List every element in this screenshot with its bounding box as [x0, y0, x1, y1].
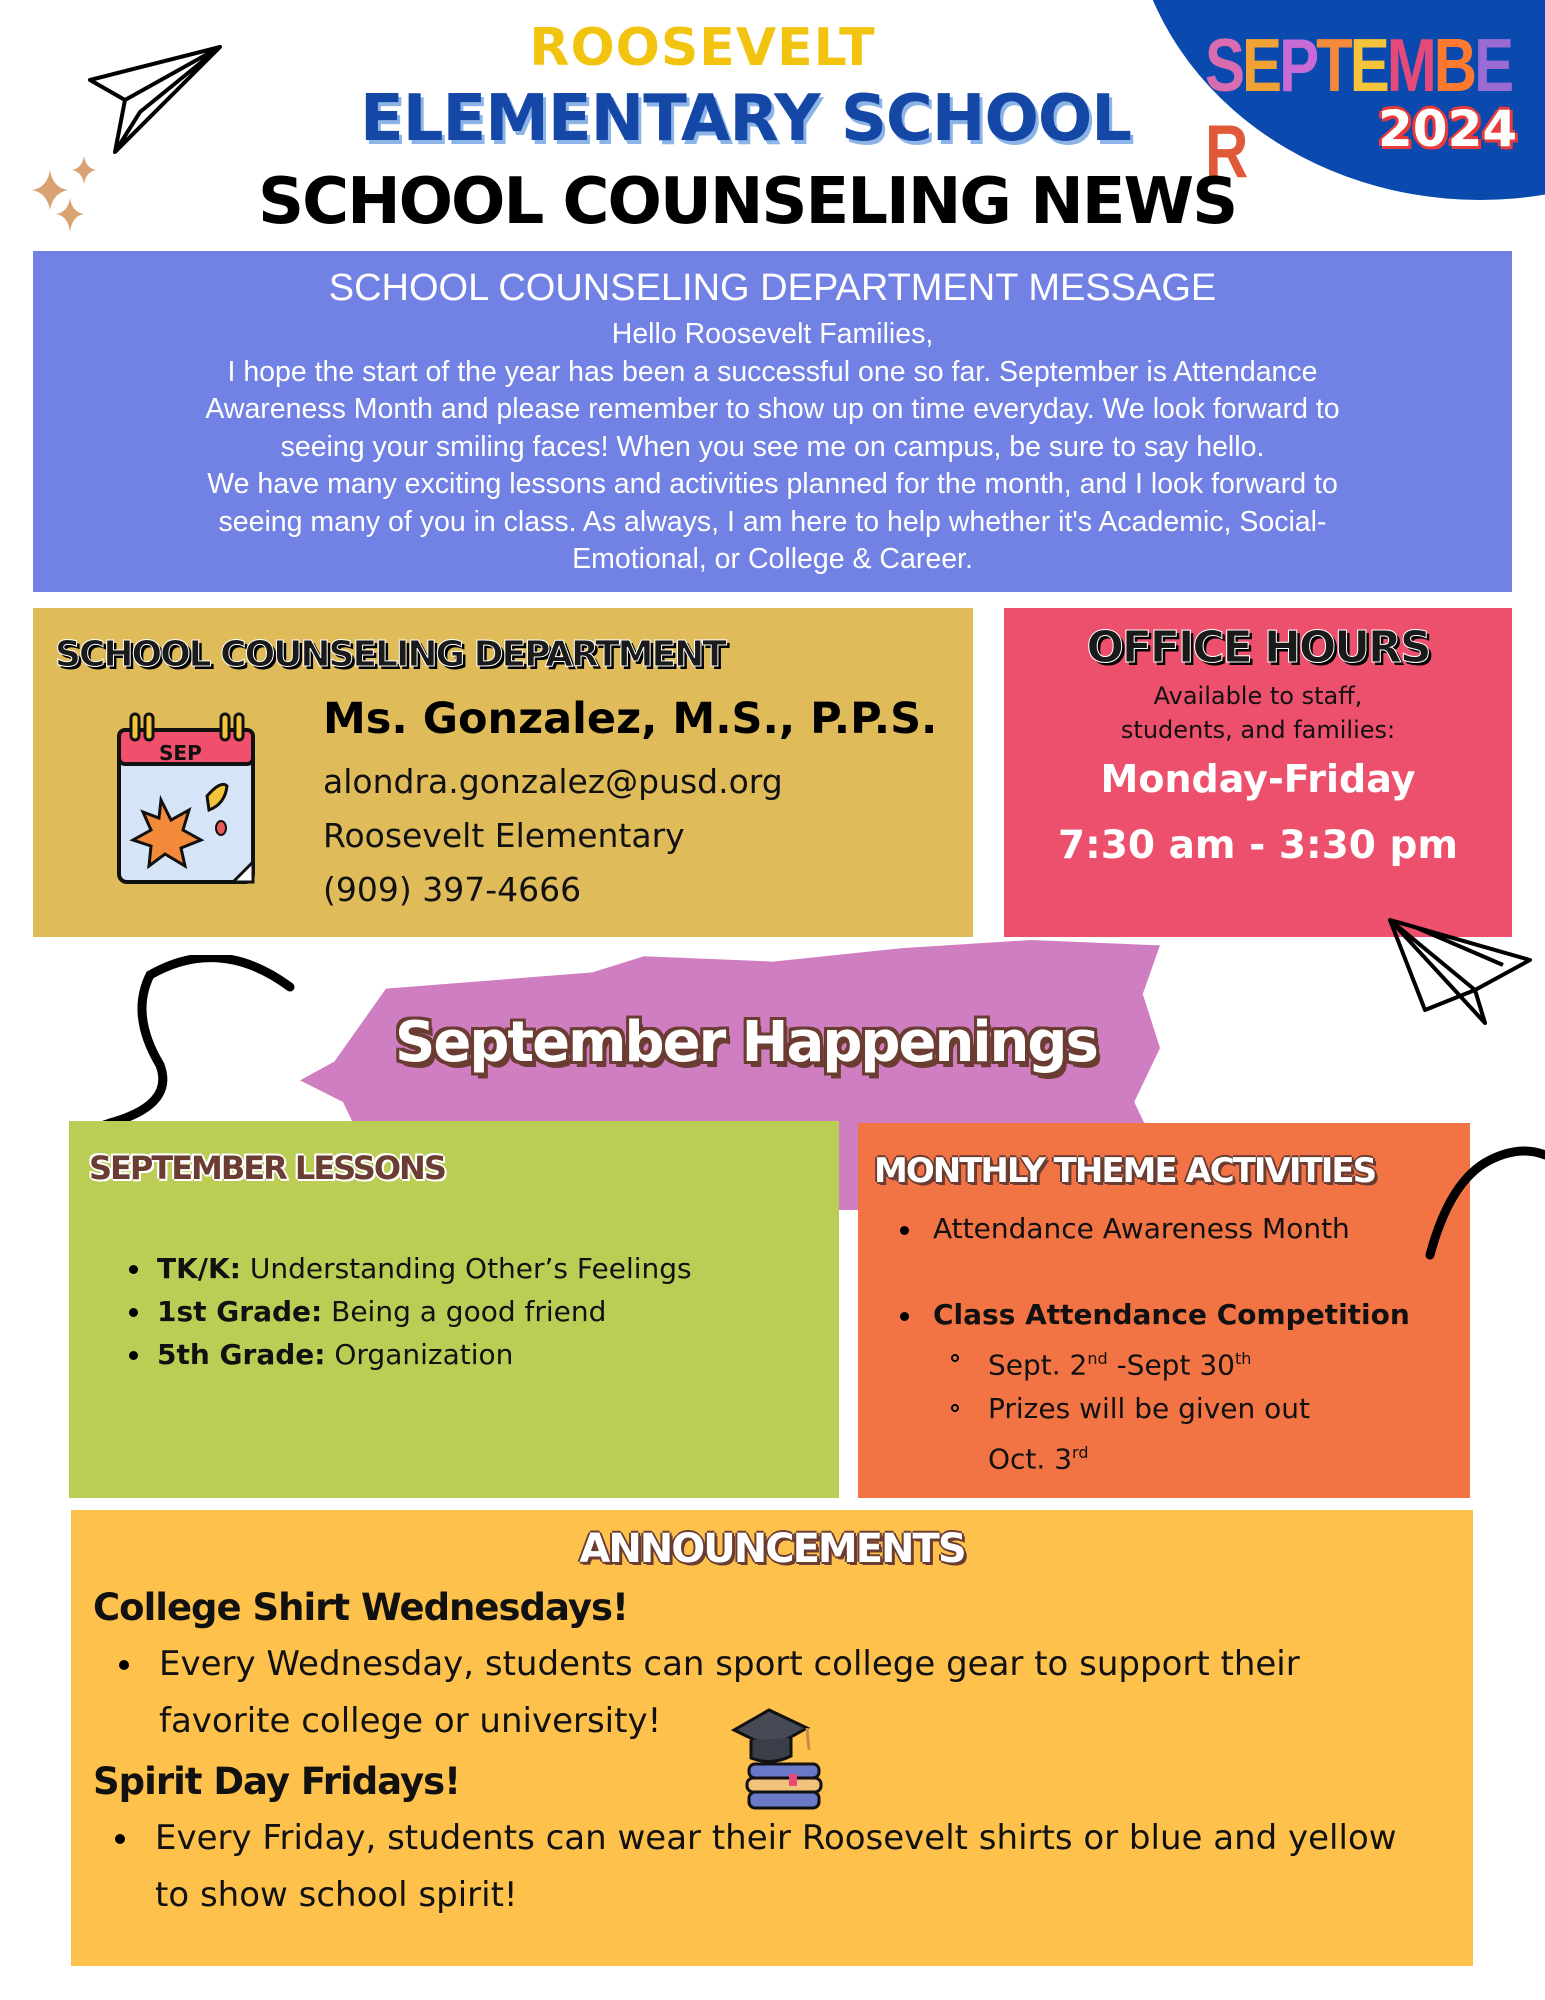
theme-sub-item — [933, 1387, 1368, 1481]
lessons-heading: SEPTEMBER LESSONS — [89, 1149, 445, 1187]
september-happenings-title: September Happenings — [395, 1010, 1097, 1075]
lesson-topic: Understanding Other’s Feelings — [249, 1252, 692, 1285]
office-hours-days: Monday-Friday — [1100, 757, 1416, 801]
date-start: Sept. 2 — [988, 1348, 1088, 1382]
school-name-line1-text: ROOSEVELT — [529, 18, 876, 78]
message-line: Awareness Month and please remember to show up on time everyday. We look forward to — [205, 393, 1340, 425]
message-line: I hope the start of the year has been a successful one so far. September is Attendance — [227, 355, 1318, 388]
message-line: seeing your smiling faces! When you see me on campus, be sure to say hello. — [280, 430, 1265, 463]
announcement-line: to show school spirit! — [155, 1875, 518, 1915]
availability-line: Available to staff, — [1153, 682, 1363, 710]
ordinal: th — [1234, 1349, 1252, 1368]
counselor-name: Ms. Gonzalez, M.S., P.P.S. — [323, 694, 938, 744]
announcement-title: College Shirt Wednesdays! — [93, 1586, 628, 1629]
theme-item: Attendance Awareness Month — [888, 1207, 1410, 1251]
counseling-department-panel — [33, 608, 973, 937]
message-heading: SCHOOL COUNSELING DEPARTMENT MESSAGE — [328, 267, 1217, 309]
announcements-panel — [71, 1510, 1473, 1966]
theme-list — [888, 1207, 1410, 1482]
sparkle-icon — [22, 150, 122, 235]
office-hours-availability — [1004, 679, 1512, 747]
date-end: -Sept 30 — [1107, 1348, 1235, 1382]
lesson-item — [119, 1290, 692, 1333]
lesson-item — [119, 1333, 692, 1376]
message-line: Hello Roosevelt Families, — [611, 318, 934, 350]
graduation-books-icon — [729, 1708, 839, 1818]
september-lessons-panel — [69, 1121, 839, 1498]
theme-sub-list — [933, 1337, 1410, 1482]
counselor-phone: (909) 397-4666 — [323, 870, 582, 909]
month-letter: R — [1205, 109, 1246, 194]
theme-heading: MONTHLY THEME ACTIVITIES — [874, 1151, 1376, 1191]
department-message-panel — [33, 251, 1512, 592]
monthly-theme-panel — [858, 1123, 1470, 1498]
message-line: We have many exciting lessons and activities planned for the month, and I look forward to — [207, 468, 1338, 500]
month-letter: S — [1205, 23, 1243, 107]
counselor-school: Roosevelt Elementary — [323, 816, 685, 855]
month-letter: B — [1433, 23, 1475, 107]
announcement-title: Spirit Day Fridays! — [93, 1760, 461, 1803]
month-letter: E — [1349, 23, 1387, 107]
department-heading: SCHOOL COUNSELING DEPARTMENT — [55, 634, 725, 675]
message-body — [33, 316, 1512, 579]
announcements-heading: ANNOUNCEMENTS — [579, 1526, 965, 1572]
year-label: 2024 — [1378, 100, 1518, 158]
month-letter: T — [1316, 23, 1350, 107]
lesson-grade: 5th Grade: — [157, 1338, 326, 1371]
calendar-leaf-icon — [101, 700, 271, 900]
month-letter: E — [1474, 23, 1512, 107]
prize-date: Prizes will be given out Oct. 3 — [988, 1392, 1310, 1476]
calendar-month-text: SEP — [159, 741, 202, 765]
month-letter: P — [1279, 23, 1317, 107]
newsletter-title: SCHOOL COUNSELING NEWS — [258, 165, 1237, 239]
lesson-grade: TK/K: — [157, 1252, 241, 1285]
curl-icon — [1420, 1140, 1545, 1260]
theme-sub-item — [933, 1337, 1410, 1387]
ordinal: rd — [1072, 1443, 1089, 1463]
message-line: seeing many of you in class. As always, I am here to help whether it's Academic, Social- — [218, 505, 1327, 538]
ordinal: nd — [1087, 1349, 1108, 1368]
announcement-line: Every Friday, students can wear their Roosevelt shirts or blue and yellow — [155, 1818, 1397, 1858]
theme-item-text: Class Attendance Competition — [933, 1298, 1410, 1331]
office-hours-panel — [1004, 608, 1512, 937]
lesson-topic: Being a good friend — [331, 1295, 607, 1328]
paper-plane-icon — [1385, 915, 1535, 1030]
announcement-line: favorite college or university! — [159, 1701, 662, 1741]
theme-item — [888, 1293, 1410, 1482]
lesson-topic: Organization — [334, 1338, 514, 1371]
announcement-body — [155, 1810, 1397, 1924]
announcement-line: Every Wednesday, students can sport college gear to support their — [159, 1644, 1300, 1684]
availability-line: students, and families: — [1120, 716, 1396, 744]
lessons-list — [119, 1247, 692, 1376]
office-hours-heading: OFFICE HOURS — [1086, 622, 1430, 673]
month-letter: E — [1242, 23, 1280, 107]
squiggle-icon — [70, 955, 300, 1135]
school-name-line2: ELEMENTARY SCHOOL — [360, 82, 1132, 156]
month-letter: M — [1386, 23, 1434, 107]
lesson-item — [119, 1247, 692, 1290]
message-line: Emotional, or College & Career. — [572, 543, 973, 575]
counselor-email[interactable]: alondra.gonzalez@pusd.org — [323, 762, 783, 801]
office-hours-time: 7:30 am - 3:30 pm — [1057, 823, 1459, 868]
lesson-grade: 1st Grade: — [157, 1295, 323, 1328]
school-name-line1 — [0, 18, 1545, 78]
